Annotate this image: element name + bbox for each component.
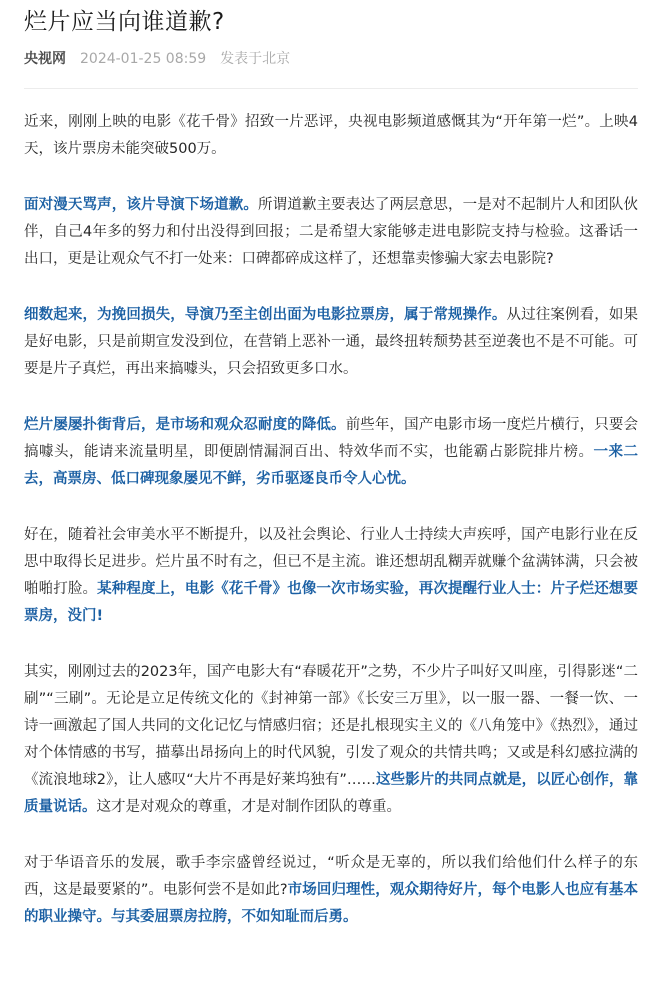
highlighted-text: 烂片屡屡扑街背后，是市场和观众忍耐度的降低。: [24, 417, 346, 433]
paragraph-text: 前些年，国产电影市场一度烂片横行，只要会搞噱头，能请来流量明星，即便剧情漏洞百出、特效华而不实，也能霸占影院排片榜。: [24, 417, 639, 460]
publish-datetime: 2024-01-25 08:59: [80, 51, 207, 67]
article-paragraph: [24, 850, 638, 931]
article-paragraph: [24, 302, 638, 383]
highlighted-text: 市场回归理性，观众期待好片，每个电影人也应有基本的职业操守。与其委屈票房拉胯，不如知耻而后勇。: [24, 882, 638, 925]
paragraph-text: 所谓道歉主要表达了两层意思，一是对不起制片人和团队伙伴，自己4年多的努力和付出没得到回报；二是希望大家能够走进电影院支持与检验。这番话一出口，更是让观众气不打一处来：口碑都碎成这样了，还想靠卖惨骗大家去电影院?: [24, 197, 638, 267]
article-paragraph: [24, 192, 638, 273]
article-title: 烂片应当向谁道歉?: [24, 9, 225, 35]
article-paragraph: [24, 522, 638, 630]
paragraph-text: 其实，刚刚过去的2023年，国产电影大有“春暖花开”之势，不少片子叫好又叫座，引得影迷“二刷”“三刷”。无论是立足传统文化的《封神第一部》《长安三万里》，以一服一器、一餐一饮、一诗一画激起了国人共同的文化记忆与情感归宿；还是扎根现实主义的《八角笼中》《热烈》，通过对个体情感的书写，描摹出昂扬向上的时代风貌，引发了观众的共情共鸣；又或是科幻感拉满的《流浪地球2》，让人感叹“大片不再是好莱坞独有”……: [24, 664, 638, 788]
paragraph-text: 好在，随着社会审美水平不断提升，以及社会舆论、行业人士持续大声疾呼，国产电影行业在反思中取得长足进步。烂片虽不时有之，但已不是主流。谁还想胡乱糊弄就赚个盆满钵满，只会被啪啪打脸。: [24, 527, 638, 597]
paragraph-text: 这才是对观众的尊重，才是对制作团队的尊重。: [96, 799, 401, 815]
article-paragraph: [24, 412, 638, 493]
article-meta: [24, 48, 638, 70]
article-body: [24, 109, 638, 931]
highlighted-text: 细数起来，为挽回损失，导演乃至主创出面为电影拉票房，属于常规操作。: [24, 307, 507, 323]
paragraph-text: 从过往案例看，如果是好电影，只是前期宣发没到位，在营销上恶补一通，最终扭转颓势甚至逆袭也不是不可能。可要是片子真烂，再出来搞噱头，只会招致更多口水。: [24, 307, 639, 377]
paragraph-text: 近来，刚刚上映的电影《花千骨》招致一片恶评，央视电影频道感慨其为“开年第一烂”。上映4天，该片票房未能突破500万。: [24, 114, 638, 157]
highlighted-text: 面对漫天骂声，该片导演下场道歉。: [24, 197, 258, 213]
highlighted-text: 这些影片的共同点就是，以匠心创作，靠质量说话。: [24, 772, 639, 815]
article-paragraph: [24, 659, 638, 821]
highlighted-text: 一来二去，高票房、低口碑现象屡见不鲜，劣币驱逐良币令人心忧。: [24, 444, 639, 487]
highlighted-text: 某种程度上，电影《花千骨》也像一次市场实验，再次提醒行业人士：片子烂还想要票房，没门!: [24, 581, 638, 624]
publish-location: 发表于北京: [220, 51, 291, 67]
paragraph-text: 对于华语音乐的发展，歌手李宗盛曾经说过，“听众是无辜的，所以我们给他们什么样子的东西，这是最要紧的”。电影何尝不是如此?: [24, 855, 638, 898]
article-paragraph: [24, 109, 638, 163]
source-name[interactable]: 央视网: [24, 51, 66, 67]
header-divider: [24, 88, 638, 89]
